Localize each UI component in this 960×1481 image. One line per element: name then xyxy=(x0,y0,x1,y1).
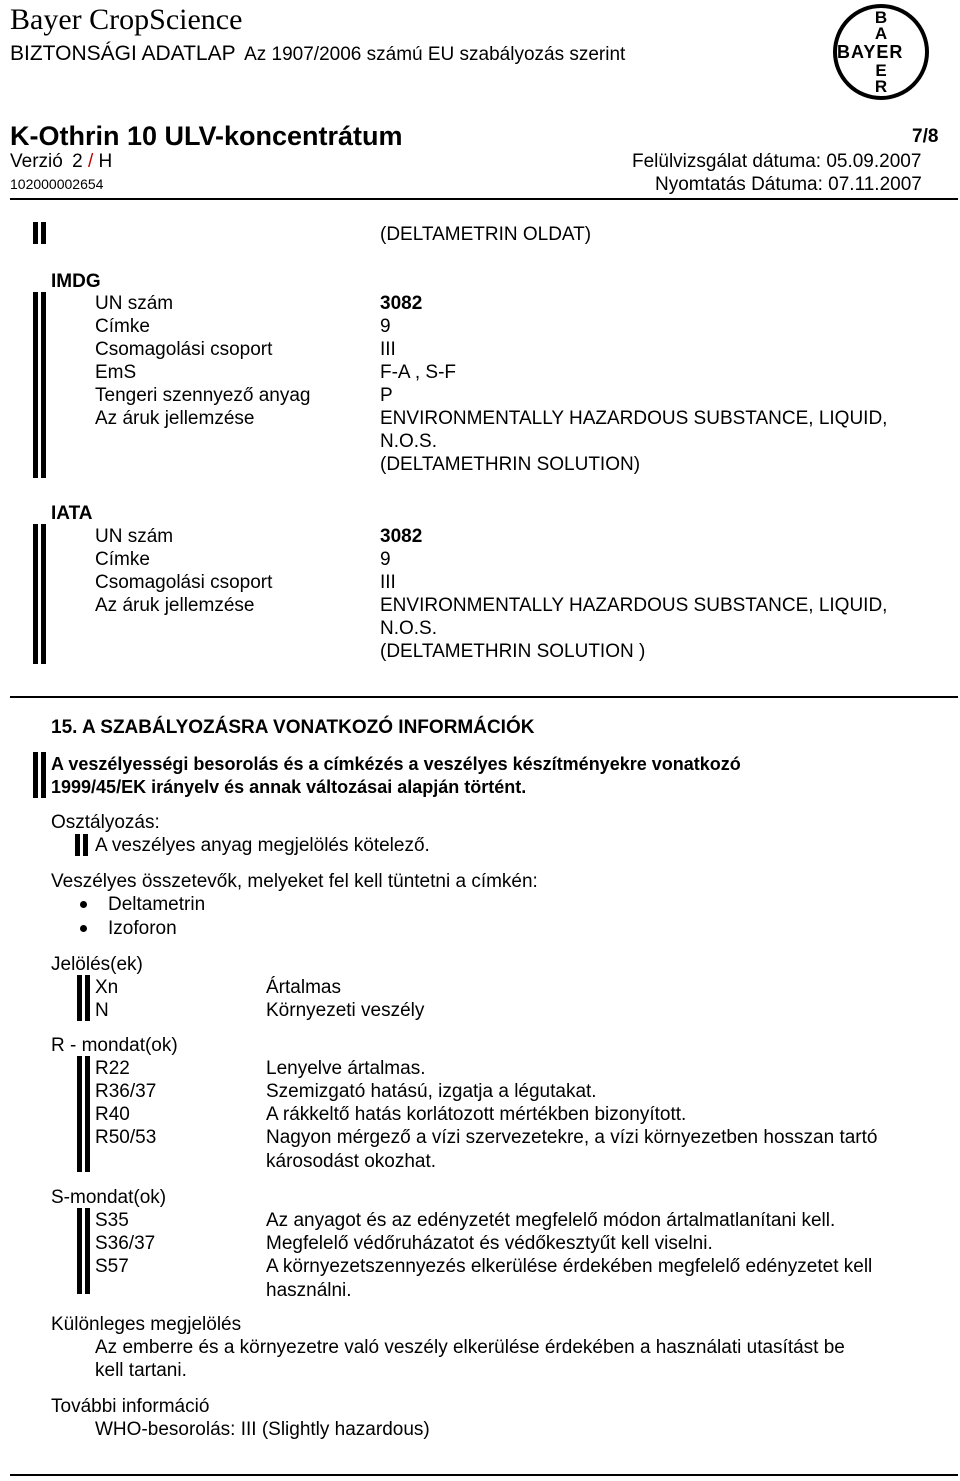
imdg-label-ems: EmS xyxy=(95,362,137,383)
symbol-code: Xn xyxy=(95,977,119,998)
iata-value-label: 9 xyxy=(380,549,391,570)
version-number: 2 xyxy=(72,151,83,172)
s-phrase-code: S35 xyxy=(95,1210,129,1231)
r-phrase-code: R36/37 xyxy=(95,1081,157,1102)
s-phrases-label: S-mondat(ok) xyxy=(51,1187,167,1208)
change-bar xyxy=(77,1208,82,1294)
component-item: Izoforon xyxy=(108,918,177,939)
change-bar xyxy=(33,752,38,798)
product-name: K-Othrin 10 ULV-koncentrátum xyxy=(10,121,403,151)
imdg-title: IMDG xyxy=(51,271,101,292)
company-name: Bayer CropScience xyxy=(10,3,243,36)
change-bar xyxy=(41,222,46,244)
footer-divider xyxy=(10,1474,958,1476)
bullet-icon xyxy=(80,925,87,932)
doc-type: BIZTONSÁGI ADATLAP xyxy=(10,42,236,65)
imdg-value-packing: III xyxy=(380,339,396,360)
r-phrase-text-cont: károsodást okozhat. xyxy=(266,1151,437,1172)
iata-label-label: Címke xyxy=(95,549,150,570)
r-phrase-text: Lenyelve ártalmas. xyxy=(266,1058,426,1079)
imdg-label-desc: Az áruk jellemzése xyxy=(95,408,255,429)
classification-label: Osztályozás: xyxy=(51,812,160,833)
imdg-value-desc-cont: (DELTAMETHRIN SOLUTION) xyxy=(380,454,641,475)
s-phrase-text: A környezetszennyezés elkerülése érdekében megfelelő edényzetet kell xyxy=(266,1256,873,1277)
change-bar xyxy=(75,834,80,856)
change-bar xyxy=(41,292,46,478)
iata-label-desc: Az áruk jellemzése xyxy=(95,595,255,616)
section-divider xyxy=(10,696,958,698)
iata-value-desc-cont: (DELTAMETHRIN SOLUTION ) xyxy=(380,641,646,662)
classification-text: A veszélyes anyag megjelölés kötelező. xyxy=(95,835,430,856)
r-phrase-text: Nagyon mérgező a vízi szervezetekre, a vízi környezetben hosszan tartó xyxy=(266,1127,878,1148)
regulation-text: Az 1907/2006 számú EU szabályozás szerint xyxy=(244,44,626,65)
imdg-value-ems: F-A , S-F xyxy=(380,362,456,383)
imdg-value-desc: ENVIRONMENTALLY HAZARDOUS SUBSTANCE, LIQUID, xyxy=(380,408,888,429)
imdg-value-label: 9 xyxy=(380,316,391,337)
imdg-value-desc-cont: N.O.S. xyxy=(380,431,438,452)
special-label: Különleges megjelölés xyxy=(51,1314,242,1335)
section-15-heading: 15. A SZABÁLYOZÁSRA VONATKOZÓ INFORMÁCIÓK xyxy=(51,717,535,738)
intro-line-1: A veszélyességi besorolás és a címkézés a veszélyes készítményekre vonatkozó xyxy=(51,754,741,774)
version-label: Verzió xyxy=(10,151,63,172)
special-text-cont: kell tartani. xyxy=(95,1360,187,1381)
change-bar xyxy=(77,975,82,1021)
symbol-text: Ártalmas xyxy=(266,977,341,998)
r-phrase-text: Szemizgató hatású, izgatja a légutakat. xyxy=(266,1081,597,1102)
r-phrases-label: R - mondat(ok) xyxy=(51,1035,178,1056)
logo-letter-e: E xyxy=(875,61,887,80)
components-label: Veszélyes összetevők, melyeket fel kell tüntetni a címkén: xyxy=(51,871,538,892)
iata-value-desc-cont: N.O.S. xyxy=(380,618,438,639)
intro-line-2: 1999/45/EK irányelv és annak változásai alapján történt. xyxy=(51,777,527,797)
imdg-value-marine: P xyxy=(380,385,393,406)
change-bar xyxy=(77,1056,82,1172)
change-bar xyxy=(41,752,46,798)
special-text: Az emberre és a környezetre való veszély elkerülése érdekében a használati utasítást be xyxy=(95,1337,845,1358)
r-phrase-code: R50/53 xyxy=(95,1127,157,1148)
logo-word: BAYER xyxy=(837,42,904,62)
iata-value-desc: ENVIRONMENTALLY HAZARDOUS SUBSTANCE, LIQUID, xyxy=(380,595,888,616)
iata-value-un: 3082 xyxy=(380,526,423,547)
logo-letter-r: R xyxy=(874,77,888,96)
revision-date: Felülvizsgálat dátuma: 05.09.2007 xyxy=(632,151,922,172)
s-phrase-text: Az anyagot és az edényzetét megfelelő módon ártalmatlanítani kell. xyxy=(266,1210,836,1231)
change-bar xyxy=(33,292,38,478)
further-info-label: További információ xyxy=(51,1396,210,1417)
iata-label-un: UN szám xyxy=(95,526,174,547)
s-phrase-text: Megfelelő védőruházatot és védőkesztyűt kell viselni. xyxy=(266,1233,713,1254)
version-slash: / xyxy=(87,151,94,172)
r-phrase-code: R22 xyxy=(95,1058,130,1079)
iata-value-packing: III xyxy=(380,572,396,593)
symbol-text: Környezeti veszély xyxy=(266,1000,425,1021)
imdg-label-packing: Csomagolási csoport xyxy=(95,339,273,360)
further-info-text: WHO-besorolás: III (Slightly hazardous) xyxy=(95,1419,430,1440)
imdg-label-label: Címke xyxy=(95,316,150,337)
component-item: Deltametrin xyxy=(108,894,206,915)
s-phrase-text-cont: használni. xyxy=(266,1280,352,1301)
header-divider xyxy=(10,198,958,200)
s-phrase-code: S57 xyxy=(95,1256,129,1277)
change-bar xyxy=(83,834,88,856)
version-info xyxy=(10,151,112,173)
version-suffix: H xyxy=(98,151,113,172)
top-line: (DELTAMETRIN OLDAT) xyxy=(380,224,592,245)
r-phrase-code: R40 xyxy=(95,1104,130,1125)
doc-subtitle xyxy=(10,42,625,68)
r-phrase-text: A rákkeltő hatás korlátozott mértékben bizonyított. xyxy=(266,1104,687,1125)
logo-letter-a: A xyxy=(874,24,888,43)
change-bar xyxy=(33,222,38,244)
change-bar xyxy=(85,975,90,1021)
logo-letter-b: B xyxy=(874,8,888,27)
material-number: 102000002654 xyxy=(10,176,104,192)
change-bar xyxy=(85,1208,90,1294)
change-bar xyxy=(33,524,38,664)
symbols-label: Jelölés(ek) xyxy=(51,954,143,975)
page-number: 7/8 xyxy=(912,126,939,147)
iata-label-packing: Csomagolási csoport xyxy=(95,572,273,593)
change-bar xyxy=(85,1056,90,1172)
imdg-label-un: UN szám xyxy=(95,293,174,314)
s-phrase-code: S36/37 xyxy=(95,1233,156,1254)
symbol-code: N xyxy=(95,1000,109,1021)
bayer-logo xyxy=(832,3,930,101)
bullet-icon xyxy=(80,901,87,908)
change-bar xyxy=(41,524,46,664)
iata-title: IATA xyxy=(51,503,93,524)
print-date: Nyomtatás Dátuma: 07.11.2007 xyxy=(655,174,922,195)
imdg-value-un: 3082 xyxy=(380,293,423,314)
imdg-label-marine: Tengeri szennyező anyag xyxy=(95,385,311,406)
